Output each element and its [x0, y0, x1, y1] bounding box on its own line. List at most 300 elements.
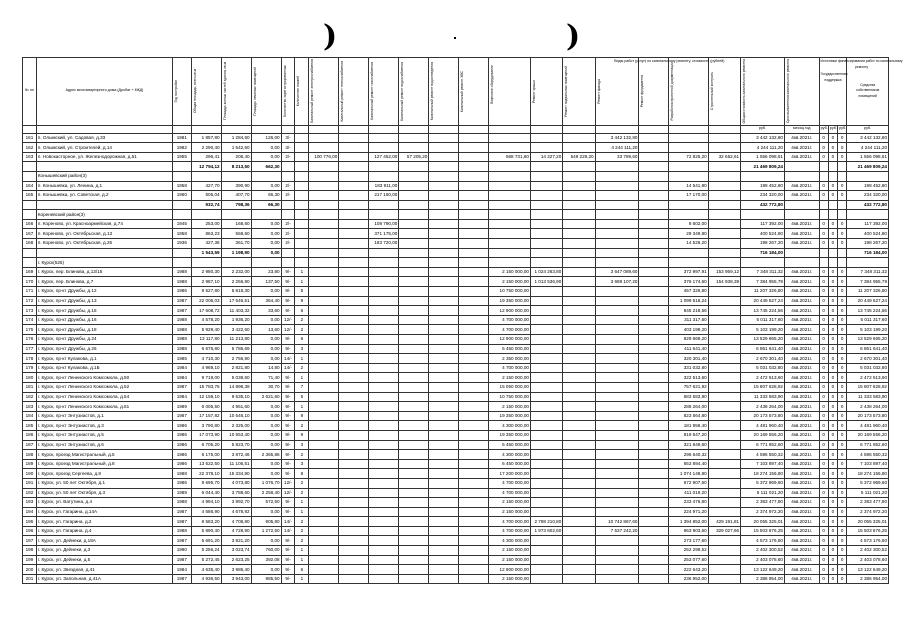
table-cell — [281, 258, 295, 268]
table-row — [23, 565, 889, 575]
row-number: 179 — [23, 363, 37, 373]
row-source-2: 0 — [828, 517, 837, 527]
table-row — [23, 526, 889, 536]
row-work-cost — [309, 498, 339, 508]
row-address: г. Курск, ул. Дейнеки, д.3 — [36, 546, 172, 556]
table-cell — [669, 210, 708, 220]
row-work-cost — [309, 306, 339, 316]
row-entrances: 2 — [295, 450, 309, 460]
row-area-living: 4 708,80 — [221, 517, 251, 527]
row-work-cost — [639, 574, 669, 584]
row-work-cost — [639, 459, 669, 469]
row-source-2: 0 — [828, 382, 837, 392]
row-area-living: 9 535,10 — [221, 392, 251, 402]
row-area-total: 5 272,45 — [191, 555, 221, 565]
row-work-cost: 1 013 536,90 — [530, 277, 562, 287]
row-work-cost — [459, 344, 489, 354]
row-work-cost: 288 264,00 — [669, 402, 708, 412]
table-cell — [669, 248, 708, 258]
table-cell — [295, 200, 309, 210]
row-work-cost — [595, 469, 639, 479]
row-deadline: 4кв.2021г. — [784, 181, 819, 191]
row-area-living: 11 213,80 — [221, 335, 251, 345]
row-work-cost — [595, 565, 639, 575]
row-work-cost — [595, 536, 639, 546]
row-deadline: 4кв.2021г. — [784, 402, 819, 412]
district-name: г. Курск(525) — [36, 258, 172, 268]
row-area-nonliving: 0,00 — [251, 315, 281, 325]
row-source-1: 0 — [819, 373, 828, 383]
table-cell — [399, 258, 429, 268]
row-work-cost — [459, 143, 489, 153]
row-source-2: 0 — [828, 133, 837, 143]
row-floors-code: 12/- — [281, 478, 295, 488]
table-cell — [369, 248, 399, 258]
row-address: п. Кореново, ул. Красноармейская, д.74 — [36, 219, 172, 229]
row-work-cost — [639, 411, 669, 421]
row-work-cost: 14 541,90 — [669, 181, 708, 191]
row-address: г. Курск, пр-кт Дружбы, д.18 — [36, 325, 172, 335]
table-cell — [563, 258, 595, 268]
table-cell — [295, 171, 309, 181]
row-area-nonliving: 0,00 — [251, 402, 281, 412]
row-work-cost — [429, 411, 459, 421]
row-total-cost: 4 596 550,32 — [741, 450, 785, 460]
row-work-cost — [309, 344, 339, 354]
row-source-3: 0 — [838, 315, 847, 325]
row-deadline: 4кв.2021г. — [784, 363, 819, 373]
row-total-cost: 20 055 325,01 — [741, 517, 785, 527]
row-work-cost — [639, 421, 669, 431]
row-floors-code: 14/- — [281, 517, 295, 527]
row-area-nonliving: 0,00 — [251, 335, 281, 345]
row-area-nonliving: 0,00 — [251, 507, 281, 517]
row-number: 190 — [23, 469, 37, 479]
row-work-cost — [459, 498, 489, 508]
table-cell — [669, 171, 708, 181]
row-area-total: 17 157,82 — [191, 411, 221, 421]
row-work-cost — [669, 133, 708, 143]
row-work-cost — [459, 546, 489, 556]
row-address: г. Курск, проезд Сергеева, д.8 — [36, 469, 172, 479]
row-work-cost — [530, 133, 562, 143]
row-work-cost — [708, 459, 740, 469]
row-total-cost: 6 861 641,40 — [741, 344, 785, 354]
row-work-cost: 457 326,80 — [669, 287, 708, 297]
row-work-cost — [309, 296, 339, 306]
row-source-2: 0 — [828, 440, 837, 450]
subtotal-area-nonliving: 0,00 — [251, 248, 281, 258]
row-work-cost — [530, 287, 562, 297]
row-work-cost: 653 894,40 — [669, 459, 708, 469]
row-total-cost: 5 031 032,80 — [741, 363, 785, 373]
row-entrances: 3 — [295, 459, 309, 469]
row-source-1: 0 — [819, 296, 828, 306]
row-area-nonliving: 0,00 — [251, 229, 281, 239]
row-own-funds: 7 348 311,32 — [847, 267, 889, 277]
row-entrances: 1 — [295, 498, 309, 508]
row-own-funds: 13 745 224,56 — [847, 306, 889, 316]
row-work-cost — [595, 498, 639, 508]
table-cell — [309, 162, 339, 172]
row-work-cost — [339, 469, 369, 479]
row-work-cost — [429, 574, 459, 584]
row-work-cost — [639, 526, 669, 536]
row-area-living: 1 284,60 — [221, 133, 251, 143]
row-work-cost — [639, 546, 669, 556]
row-work-cost — [595, 363, 639, 373]
row-work-cost — [429, 296, 459, 306]
row-deadline: 4кв.2021г. — [784, 354, 819, 364]
table-row — [23, 459, 889, 469]
row-work-cost — [339, 296, 369, 306]
row-source-3: 0 — [838, 555, 847, 565]
row-work-cost — [530, 344, 562, 354]
row-work-cost — [369, 555, 399, 565]
table-cell — [595, 210, 639, 220]
table-cell — [429, 210, 459, 220]
row-own-funds: 2 386 954,00 — [847, 574, 889, 584]
row-number: 170 — [23, 277, 37, 287]
row-work-cost — [429, 325, 459, 335]
row-area-living: 3 872,46 — [221, 450, 251, 460]
row-area-living: 3 821,20 — [221, 536, 251, 546]
row-work-cost — [563, 536, 595, 546]
row-area-nonliving: 0,00 — [251, 152, 281, 162]
table-cell — [708, 258, 740, 268]
row-work-cost — [639, 287, 669, 297]
row-work-cost — [459, 478, 489, 488]
row-area-nonliving: 1 076,70 — [251, 478, 281, 488]
row-work-cost — [459, 459, 489, 469]
row-work-cost — [459, 306, 489, 316]
row-floors-code: 9/- — [281, 267, 295, 277]
row-area-nonliving: 0,00 — [251, 536, 281, 546]
row-work-cost: 672 907,60 — [669, 478, 708, 488]
header-total-cost: Общая стоимость капитального ремонта — [742, 59, 747, 124]
row-entrances: 2 — [295, 363, 309, 373]
row-work-cost — [309, 133, 339, 143]
row-work-cost — [339, 239, 369, 249]
row-work-cost — [459, 191, 489, 201]
row-work-cost: 217 150,00 — [369, 191, 399, 201]
row-source-3: 0 — [838, 152, 847, 162]
table-row — [23, 133, 889, 143]
row-work-cost — [639, 354, 669, 364]
table-cell — [309, 210, 339, 220]
row-address: г. Курск, пр-кт Дружбы, д.12 — [36, 287, 172, 297]
table-row — [23, 219, 889, 229]
row-own-funds: 198 452,80 — [847, 181, 889, 191]
row-area-total: 5 929,40 — [191, 325, 221, 335]
row-entrances: 1 — [295, 267, 309, 277]
row-work-cost — [399, 459, 429, 469]
row-work-cost — [369, 325, 399, 335]
subtotal-area-total: 932,74 — [191, 200, 221, 210]
table-cell — [639, 171, 669, 181]
row-work-cost — [429, 277, 459, 287]
header-row — [23, 58, 889, 126]
table-row — [23, 507, 889, 517]
row-own-funds: 4 244 111,20 — [847, 143, 889, 153]
row-work-cost — [563, 421, 595, 431]
row-area-living: 10 553,40 — [221, 430, 251, 440]
row-source-2: 0 — [828, 325, 837, 335]
row-work-cost — [595, 344, 639, 354]
row-work-cost — [399, 555, 429, 565]
row-work-cost — [708, 392, 740, 402]
row-work-cost — [309, 325, 339, 335]
row-source-1: 0 — [819, 143, 828, 153]
row-address: г. Курск, проезд Магистральный, д.8 — [36, 459, 172, 469]
row-area-living: 361,70 — [221, 239, 251, 249]
table-cell — [295, 248, 309, 258]
row-work-cost — [459, 402, 489, 412]
row-work-cost — [459, 507, 489, 517]
row-work-cost: 233 476,80 — [669, 498, 708, 508]
row-source-3: 0 — [838, 373, 847, 383]
row-work-cost — [708, 239, 740, 249]
row-total-cost: 20 173 573,80 — [741, 411, 785, 421]
row-source-1: 0 — [819, 363, 828, 373]
row-work-cost — [530, 306, 562, 316]
row-work-cost — [530, 498, 562, 508]
row-work-cost — [399, 191, 429, 201]
header-work-10: Ремонт фасада — [596, 78, 601, 104]
row-deadline: 4кв.2021г. — [784, 219, 819, 229]
row-number: 181 — [23, 382, 37, 392]
row-number: 171 — [23, 287, 37, 297]
row-year: 1988 — [173, 335, 191, 345]
row-work-cost — [530, 143, 562, 153]
row-area-nonliving: 0,00 — [251, 411, 281, 421]
row-work-cost — [429, 507, 459, 517]
row-work-cost — [459, 363, 489, 373]
scan-dot — [454, 37, 456, 39]
row-work-cost — [399, 315, 429, 325]
row-source-2: 0 — [828, 315, 837, 325]
row-address: п. Новокасторное, ул. Железнодорожная, д.51 — [36, 152, 172, 162]
table-cell — [281, 162, 295, 172]
row-total-cost: 20 449 527,24 — [741, 296, 785, 306]
row-year: 1986 — [173, 287, 191, 297]
row-work-cost — [339, 267, 369, 277]
row-work-cost — [309, 315, 339, 325]
row-work-cost — [399, 296, 429, 306]
row-work-cost: 4 700 000,00 — [489, 315, 531, 325]
row-work-cost: 819 547,20 — [669, 430, 708, 440]
row-number: 176 — [23, 335, 37, 345]
row-work-cost — [429, 306, 459, 316]
table-cell — [369, 162, 399, 172]
row-work-cost: 411 019,20 — [669, 488, 708, 498]
row-entrances: 5 — [295, 392, 309, 402]
row-work-cost — [530, 315, 562, 325]
row-work-cost — [639, 392, 669, 402]
row-entrances: 2 — [295, 526, 309, 536]
row-work-cost — [530, 181, 562, 191]
row-work-cost: 429 191,81 — [708, 517, 740, 527]
row-year: 1985 — [173, 354, 191, 364]
row-year: 1986 — [173, 430, 191, 440]
row-entrances — [295, 143, 309, 153]
row-area-total: 863,23 — [191, 229, 221, 239]
row-work-cost — [339, 411, 369, 421]
row-address: г. Курск, ул. Ватутина, д.4 — [36, 498, 172, 508]
row-entrances: 2 — [295, 478, 309, 488]
row-work-cost — [399, 229, 429, 239]
row-floors-code: 9/- — [281, 574, 295, 584]
row-year: 1982 — [173, 143, 191, 153]
row-own-funds: 13 122 649,20 — [847, 565, 889, 575]
row-work-cost — [339, 546, 369, 556]
row-floors-code: 14/- — [281, 526, 295, 536]
row-work-cost — [309, 536, 339, 546]
row-year: 1988 — [173, 325, 191, 335]
row-total-cost: 2 403 078,60 — [741, 555, 785, 565]
row-work-cost — [309, 382, 339, 392]
header-deadline: Срок выполнения капитального ремонта — [785, 59, 790, 124]
row-work-cost: 331 032,80 — [669, 363, 708, 373]
row-work-cost — [530, 459, 562, 469]
header-work-3: Капитальный ремонт газоснабжения — [370, 62, 375, 121]
row-work-cost — [339, 440, 369, 450]
row-work-cost — [429, 469, 459, 479]
row-work-cost — [595, 181, 639, 191]
row-work-cost — [369, 430, 399, 440]
table-cell — [23, 210, 37, 220]
row-work-cost — [339, 181, 369, 191]
row-work-cost — [708, 229, 740, 239]
row-source-2: 0 — [828, 555, 837, 565]
row-work-cost — [459, 335, 489, 345]
row-area-living: 2 756,90 — [221, 354, 251, 364]
row-own-funds: 18 274 156,80 — [847, 469, 889, 479]
row-floors-code: 2/- — [281, 152, 295, 162]
row-deadline: 4кв.2021г. — [784, 411, 819, 421]
row-work-cost — [708, 574, 740, 584]
row-address: п. Олымский, ул. Строителей, д.14 — [36, 143, 172, 153]
row-work-cost — [595, 411, 639, 421]
row-address: г. Курск, ул. 50 лет Октября, д.3 — [36, 488, 172, 498]
row-work-cost: 1 394 852,00 — [669, 517, 708, 527]
row-work-cost — [399, 402, 429, 412]
row-source-2: 0 — [828, 181, 837, 191]
row-year: 1988 — [173, 344, 191, 354]
row-source-2: 0 — [828, 526, 837, 536]
table-cell — [459, 162, 489, 172]
row-total-cost: 18 274 156,80 — [741, 469, 785, 479]
header-work-12: Разработка проектной документации — [670, 62, 675, 121]
table-cell — [399, 200, 429, 210]
table-row — [23, 229, 889, 239]
row-source-1: 0 — [819, 344, 828, 354]
row-work-cost — [639, 402, 669, 412]
row-address: г. Курск, ул. Гагарина, д.14А — [36, 507, 172, 517]
table-row — [23, 478, 889, 488]
row-work-cost — [639, 296, 669, 306]
table-cell — [741, 171, 785, 181]
row-area-nonliving: 0,00 — [251, 421, 281, 431]
row-work-cost — [595, 325, 639, 335]
row-source-3: 0 — [838, 430, 847, 440]
row-area-living: 206,40 — [221, 152, 251, 162]
row-number: 184 — [23, 411, 37, 421]
row-work-cost — [339, 133, 369, 143]
district-name: Конышевский район(3) — [36, 171, 172, 181]
row-source-2: 0 — [828, 143, 837, 153]
row-work-cost — [429, 555, 459, 565]
row-work-cost — [595, 306, 639, 316]
row-work-cost: 2 150 000,00 — [489, 402, 531, 412]
row-own-funds: 198 267,20 — [847, 239, 889, 249]
subtotal-area-total: 12 794,12 — [191, 162, 221, 172]
row-entrances — [295, 219, 309, 229]
row-work-cost — [369, 411, 399, 421]
subtotal-area-living: 8 213,50 — [221, 162, 251, 172]
row-own-funds: 4 481 960,40 — [847, 421, 889, 431]
row-source-3: 0 — [838, 469, 847, 479]
row-entrances: 2 — [295, 315, 309, 325]
row-total-cost: 13 745 224,56 — [741, 306, 785, 316]
row-work-cost — [339, 536, 369, 546]
row-area-total: 15 783,76 — [191, 382, 221, 392]
table-cell — [173, 171, 191, 181]
row-address: п. Конышевка, ул. Советская, д.2 — [36, 191, 172, 201]
row-source-3: 0 — [838, 143, 847, 153]
row-work-cost — [639, 335, 669, 345]
row-work-cost — [309, 565, 339, 575]
row-total-cost: 1 556 098,61 — [741, 152, 785, 162]
table-cell — [595, 248, 639, 258]
row-address: г. Курск, пр-кт Дружбы, д.13 — [36, 296, 172, 306]
row-area-nonliving: 760,00 — [251, 546, 281, 556]
row-work-cost — [708, 450, 740, 460]
row-work-cost — [563, 478, 595, 488]
row-work-cost — [339, 143, 369, 153]
table-cell — [281, 248, 295, 258]
row-work-cost: 127 452,00 — [369, 152, 399, 162]
row-work-cost — [459, 219, 489, 229]
row-floors-code: 9/- — [281, 440, 295, 450]
subtotal-own-funds: 716 184,00 — [847, 248, 889, 258]
subtotal-area-nonliving: 66,30 — [251, 200, 281, 210]
row-work-cost — [708, 181, 740, 191]
row-own-funds: 11 207 326,80 — [847, 287, 889, 297]
row-deadline: 4кв.2021г. — [784, 335, 819, 345]
row-year: 1986 — [173, 478, 191, 488]
row-total-cost: 234 320,00 — [741, 191, 785, 201]
row-work-cost — [708, 546, 740, 556]
row-entrances: 1 — [295, 507, 309, 517]
row-work-cost — [530, 382, 562, 392]
row-work-cost — [530, 363, 562, 373]
row-work-cost — [708, 469, 740, 479]
row-source-1: 0 — [819, 239, 828, 249]
row-work-cost — [399, 335, 429, 345]
row-work-cost — [639, 498, 669, 508]
header-floors: Количество этажей — [296, 76, 301, 107]
row-work-cost — [429, 239, 459, 249]
row-work-cost — [399, 382, 429, 392]
row-work-cost — [399, 277, 429, 287]
row-work-cost — [459, 565, 489, 575]
row-source-3: 0 — [838, 546, 847, 556]
row-work-cost — [563, 219, 595, 229]
row-work-cost — [708, 191, 740, 201]
row-number: 186 — [23, 430, 37, 440]
row-work-cost: 583 583,90 — [669, 392, 708, 402]
